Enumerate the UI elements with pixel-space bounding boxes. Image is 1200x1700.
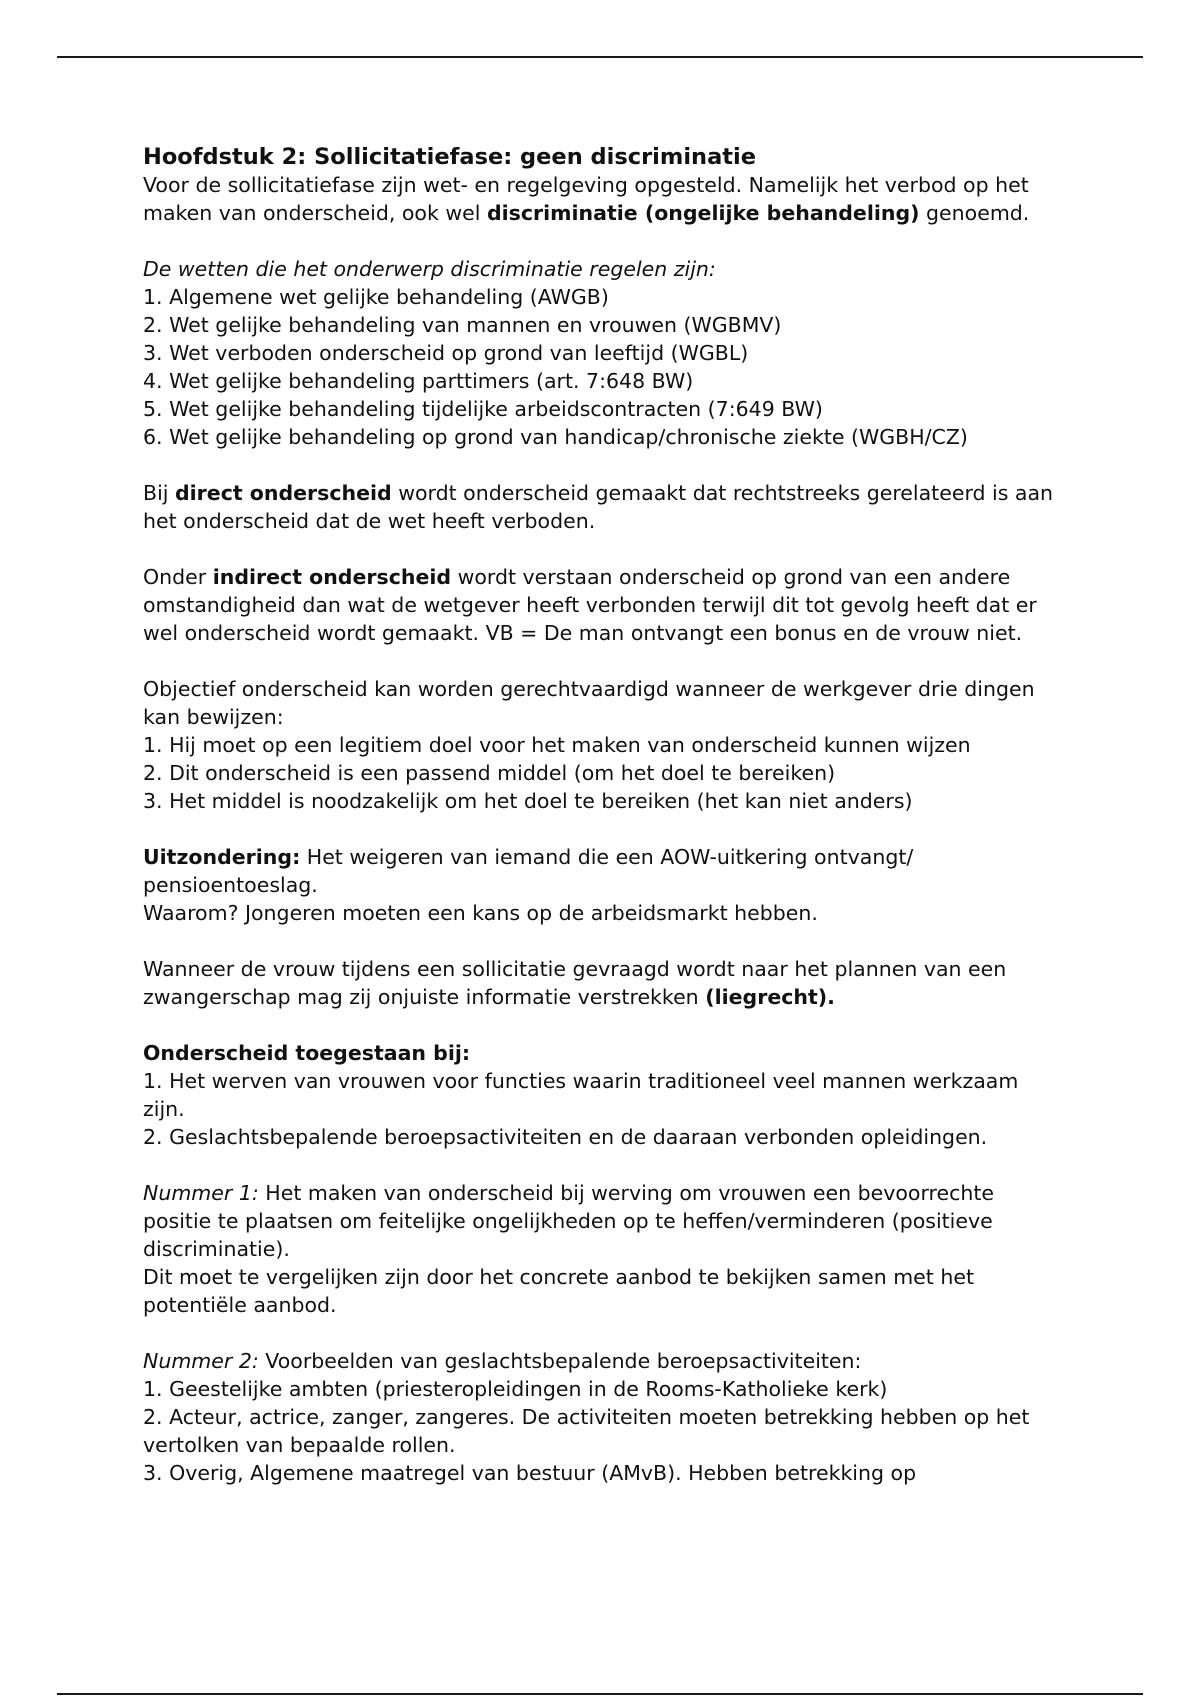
- exception-text: Het weigeren van iemand die een AOW-uitkering ontvangt/ pensioentoeslag.: [143, 845, 914, 897]
- objective-item: 3. Het middel is noodzakelijk om het doel te bereiken (het kan niet anders): [143, 789, 913, 813]
- spacer: [143, 647, 1063, 675]
- exception-why: Waarom? Jongeren moeten een kans op de arbeidsmarkt hebben.: [143, 901, 818, 925]
- laws-intro-text: De wetten die het onderwerp discriminatie regelen zijn:: [143, 257, 716, 281]
- spacer: [143, 1011, 1063, 1039]
- number1-label: Nummer 1:: [143, 1181, 259, 1205]
- pregnancy-text: Wanneer de vrouw tijdens een sollicitatie gevraagd wordt naar het plannen van een zwangerschap mag zij onjuiste informatie verstrekken: [143, 957, 1007, 1009]
- number2-item: 2. Acteur, actrice, zanger, zangeres. De activiteiten moeten betrekking hebben op het vertolken van bepaalde rollen.: [143, 1405, 1030, 1457]
- direct-paragraph: [143, 479, 1063, 535]
- law-item: 5. Wet gelijke behandeling tijdelijke arbeidscontracten (7:649 BW): [143, 397, 823, 421]
- exception-paragraph: [143, 843, 1063, 899]
- spacer: [143, 815, 1063, 843]
- indirect-paragraph: [143, 563, 1063, 647]
- spacer: [143, 535, 1063, 563]
- intro-paragraph: [143, 171, 1063, 227]
- indirect-post: wordt verstaan onderscheid op grond van een andere omstandigheid dan wat de wetgever heeft verbonden terwijl dit tot gevolg heeft dat er wel onderscheid wordt gemaakt. VB = De man ontvangt een bonus en de vrouw niet.: [143, 565, 1037, 645]
- indirect-bold: indirect onderscheid: [212, 565, 452, 589]
- chapter-heading: Hoofdstuk 2: Sollicitatiefase: geen discriminatie: [143, 144, 756, 170]
- spacer: [143, 227, 1063, 255]
- footer-rule: [57, 1693, 1143, 1695]
- number2-item: 3. Overig, Algemene maatregel van bestuur (AMvB). Hebben betrekking op: [143, 1461, 917, 1485]
- law-item: 2. Wet gelijke behandeling van mannen en vrouwen (WGBMV): [143, 313, 782, 337]
- spacer: [143, 451, 1063, 479]
- direct-post: wordt onderscheid gemaakt dat rechtstreeks gerelateerd is aan het onderscheid dat de wet heeft verboden.: [143, 481, 1054, 533]
- law-item: 6. Wet gelijke behandeling op grond van handicap/chronische ziekte (WGBH/CZ): [143, 425, 968, 449]
- exception-label: Uitzondering:: [143, 845, 301, 869]
- direct-pre: Bij: [143, 481, 175, 505]
- number2-item: 1. Geestelijke ambten (priesteropleidingen in de Rooms-Katholieke kerk): [143, 1377, 888, 1401]
- number1-paragraph-2: Dit moet te vergelijken zijn door het concrete aanbod te bekijken samen met het potentiële aanbod.: [143, 1265, 974, 1317]
- indirect-pre: Onder: [143, 565, 213, 589]
- spacer: [143, 927, 1063, 955]
- document-body: [143, 143, 1063, 1487]
- number2-paragraph: [143, 1347, 1063, 1375]
- spacer: [143, 1151, 1063, 1179]
- law-item: 3. Wet verboden onderscheid op grond van leeftijd (WGBL): [143, 341, 749, 365]
- number1-paragraph: [143, 1179, 1063, 1263]
- header-rule: [57, 56, 1143, 58]
- allowed-heading-text: Onderscheid toegestaan bij:: [143, 1041, 471, 1065]
- number1-text: Het maken van onderscheid bij werving om vrouwen een bevoorrechte positie te plaatsen om feitelijke ongelijkheden op te heffen/verminderen (positieve discriminatie).: [143, 1181, 995, 1261]
- number2-text: Voorbeelden van geslachtsbepalende beroepsactiviteiten:: [258, 1349, 862, 1373]
- law-item: 4. Wet gelijke behandeling parttimers (art. 7:648 BW): [143, 369, 694, 393]
- law-item: 1. Algemene wet gelijke behandeling (AWGB): [143, 285, 609, 309]
- objective-intro: Objectief onderscheid kan worden gerechtvaardigd wanneer de werkgever drie dingen kan bewijzen:: [143, 677, 1035, 729]
- intro-bold: discriminatie (ongelijke behandeling): [486, 201, 920, 225]
- laws-intro: [143, 255, 1063, 283]
- objective-item: 2. Dit onderscheid is een passend middel (om het doel te bereiken): [143, 761, 836, 785]
- objective-item: 1. Hij moet op een legitiem doel voor het maken van onderscheid kunnen wijzen: [143, 733, 971, 757]
- allowed-item: 1. Het werven van vrouwen voor functies waarin traditioneel veel mannen werkzaam zijn.: [143, 1069, 1019, 1121]
- number2-label: Nummer 2:: [143, 1349, 259, 1373]
- direct-bold: direct onderscheid: [174, 481, 392, 505]
- intro-text-end: genoemd.: [919, 201, 1030, 225]
- spacer: [143, 1319, 1063, 1347]
- allowed-heading: [143, 1039, 1063, 1067]
- pregnancy-paragraph: [143, 955, 1063, 1011]
- intro-text: Voor de sollicitatiefase zijn wet- en regelgeving opgesteld. Namelijk het verbod op het maken van onderscheid, ook wel: [143, 173, 1029, 225]
- allowed-item: 2. Geslachtsbepalende beroepsactiviteiten en de daaraan verbonden opleidingen.: [143, 1125, 988, 1149]
- pregnancy-bold: (liegrecht).: [705, 985, 835, 1009]
